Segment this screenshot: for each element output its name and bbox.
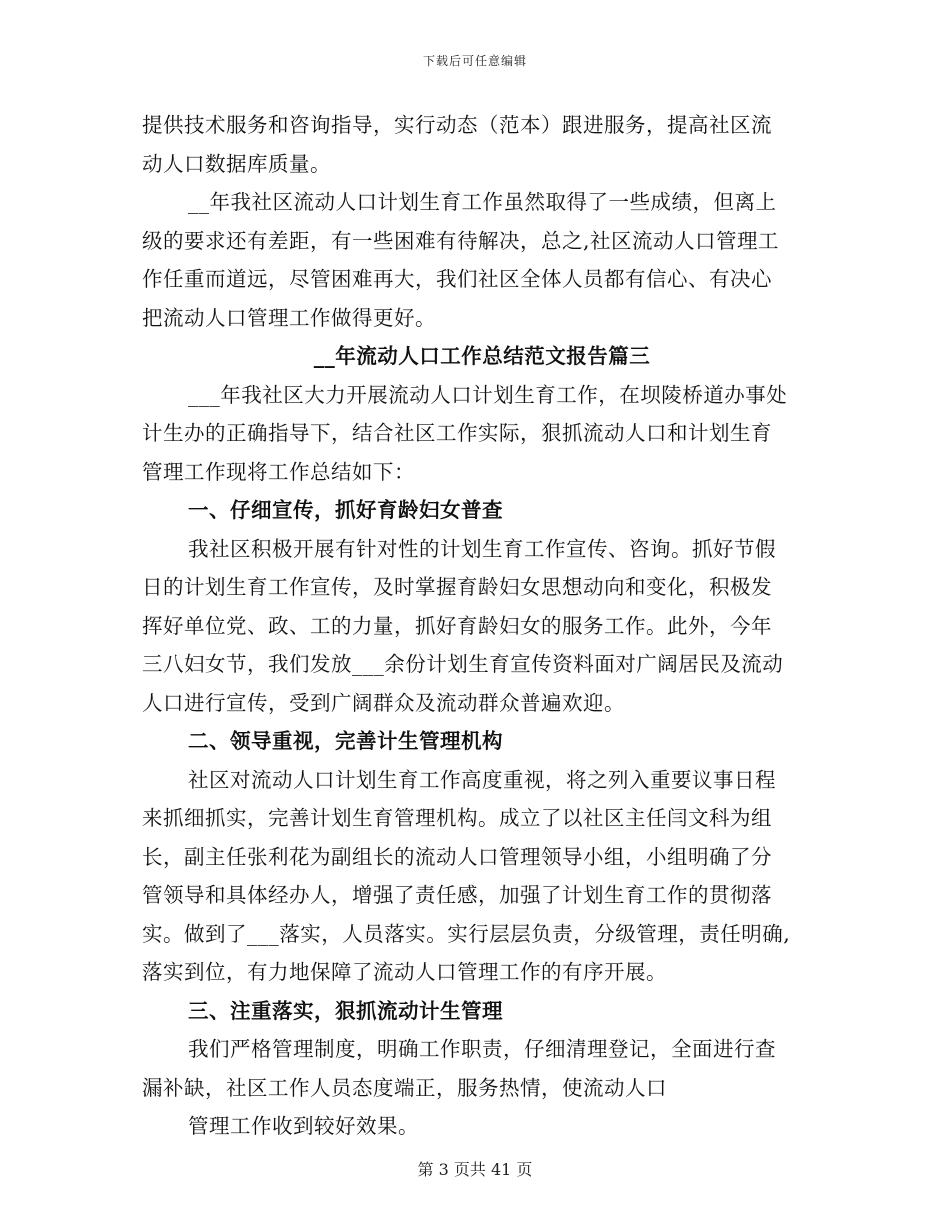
text-line: 三八妇女节，我们发放___余份计划生育宣传资料面对广阔居民及流动 — [142, 652, 784, 676]
text-line: 人口进行宣传，受到广阔群众及流动群众普遍欢迎。 — [142, 690, 625, 715]
text-line: 实。做到了___落实，人员落实。实行层层负责，分级管理，责任明确, — [142, 921, 791, 946]
text-line: 挥好单位党、政、工的力量，抓好育龄妇女的服务工作。此外，今年 — [142, 613, 772, 638]
text-line: 动人口数据库质量。 — [142, 151, 331, 176]
text-line: 我社区积极开展有针对性的计划生育工作宣传、咨询。抓好节假 — [188, 536, 776, 561]
text-line: 提供技术服务和咨询指导，实行动态（范本）跟进服务，提高社区流 — [142, 113, 772, 137]
document-body — [142, 106, 822, 1146]
page-header: 下载后可任意编辑 — [422, 54, 527, 68]
text-line: __年我社区流动人口计划生育工作虽然取得了一些成绩，但离上 — [188, 190, 777, 214]
text-line: 作任重而道远，尽管困难再大，我们社区全体人员都有信心、有决心 — [142, 267, 772, 291]
text-line: 管理工作收到较好效果。 — [188, 1114, 419, 1138]
page-footer: 第 3 页共 41 页 — [417, 1160, 533, 1179]
text-line: ___年我社区大力开展流动人口计划生育工作，在坝陵桥道办事处 — [188, 382, 788, 407]
text-line: 来抓细抓实，完善计划生育管理机构。成立了以社区主任闫文科为组 — [142, 806, 772, 830]
text-line: 长，副主任张利花为副组长的流动人口管理领导小组，小组明确了分 — [142, 844, 772, 869]
section-title: __年流动人口工作总结范文报告篇三 — [313, 344, 651, 368]
text-line: 我们严格管理制度，明确工作职责，仔细清理登记，全面进行查 — [188, 1037, 776, 1061]
text-line: 社区对流动人口计划生育工作高度重视，将之列入重要议事日程 — [188, 767, 776, 792]
text-line: 计生办的正确指导下，结合社区工作实际，狠抓流动人口和计划生育 — [142, 421, 772, 445]
text-line: 日的计划生育工作宣传，及时掌握育龄妇女思想动向和变化，积极发 — [142, 575, 772, 599]
subsection-heading: 三、注重落实，狠抓流动计生管理 — [188, 998, 503, 1023]
subsection-heading: 二、领导重视，完善计生管理机构 — [188, 729, 503, 753]
subsection-heading: 一、仔细宣传，抓好育龄妇女普查 — [188, 498, 503, 522]
text-line: 管领导和具体经办人，增强了责任感，加强了计划生育工作的贯彻落 — [142, 883, 772, 907]
text-line: 级的要求还有差距，有一些困难有待解决，总之,社区流动人口管理工 — [142, 228, 780, 253]
text-line: 落实到位，有力地保障了流动人口管理工作的有序开展。 — [142, 960, 667, 984]
text-line: 把流动人口管理工作做得更好。 — [142, 305, 436, 330]
text-line: 漏补缺，社区工作人员态度端正，服务热情，使流动人口 — [142, 1075, 667, 1100]
text-line: 管理工作现将工作总结如下： — [142, 459, 415, 484]
